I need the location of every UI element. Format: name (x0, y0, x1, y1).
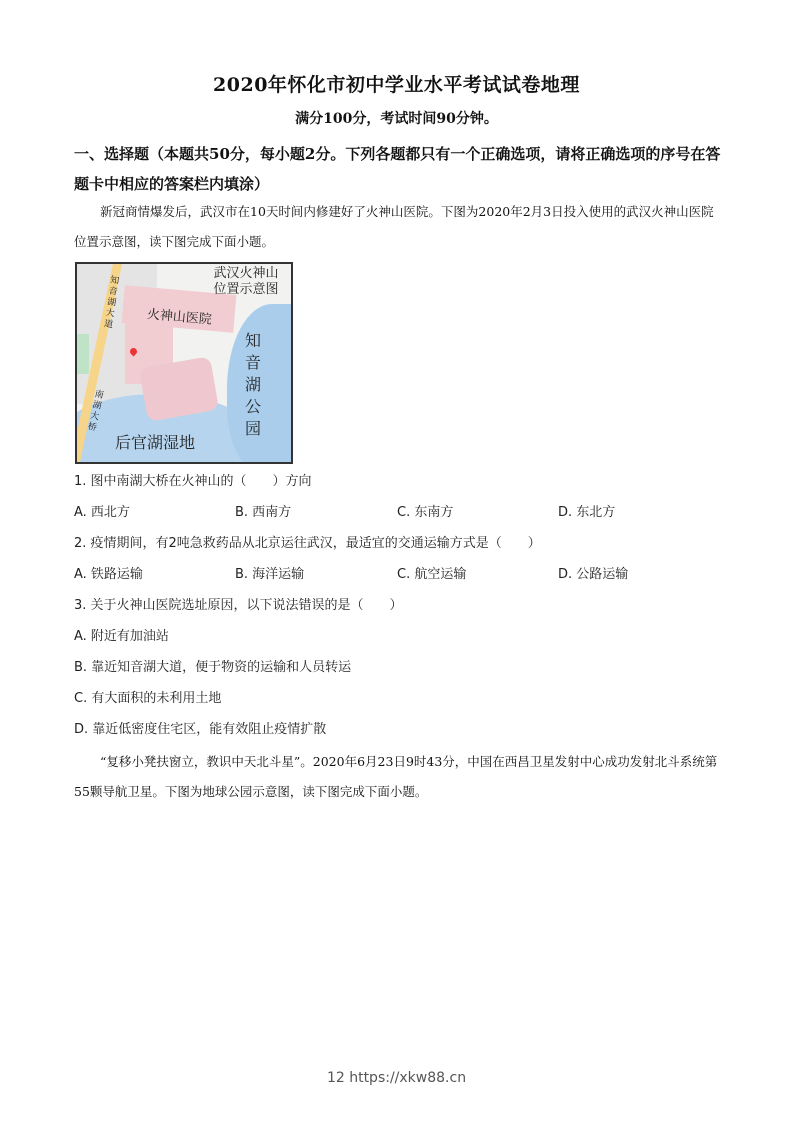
question-3-option-c: C. 有大面积的未利用土地 (74, 691, 222, 706)
map-bridge-label: 南湖大桥 (86, 389, 105, 434)
hospital-location-map (75, 262, 293, 464)
map-title-line1: 武汉火神山 (213, 266, 279, 281)
map-title-line2: 位置示意图 (213, 282, 279, 297)
question-2-stem: 2. 疫情期间，有2吨急救药品从北京运往武汉，最适宜的交通运输方式是（ ） (74, 536, 541, 551)
section-heading: 一、选择题（本题共50分，每小题2分。下列各题都只有一个正确选项，请将正确选项的序号在答题卡中相应的答案栏内填涂） (74, 145, 721, 193)
map-title (205, 266, 287, 298)
map-road-label: 知音湖大道 (103, 275, 120, 331)
map-green-area (77, 334, 89, 374)
question-2-option-c: C. 航空运输 (397, 567, 467, 582)
question-1-option-c: C. 东南方 (397, 505, 454, 520)
page-title: 2020年怀化市初中学业水平考试试卷地理 (213, 74, 580, 96)
page-footer: 12 https://xkw88.cn (326, 1070, 467, 1086)
question-1-option-d: D. 东北方 (558, 505, 616, 520)
question-1-stem: 1. 图中南湖大桥在火神山的（ ）方向 (74, 474, 312, 489)
question-2-option-a: A. 铁路运输 (74, 567, 143, 582)
map-park-label: 知音湖公园 (245, 331, 262, 438)
map-hospital-label: 火神山医院 (146, 307, 213, 328)
passage-intro: 新冠商情爆发后，武汉市在10天时间内修建好了火神山医院。下图为2020年2月3日投入使用的武汉火神山医院位置示意图，读下图完成下面小题。 (74, 204, 714, 249)
question-1-option-a: A. 西北方 (74, 505, 130, 520)
passage-beidou: “复移小凳扶窗立，教识中天北斗星”。2020年6月23日9时43分，中国在西昌卫星发射中心成功发射北斗系统第55颗导航卫星。下图为地球公园示意图，读下图完成下面小题。 (74, 754, 718, 799)
question-2-option-d: D. 公路运输 (558, 567, 629, 582)
question-3-stem: 3. 关于火神山医院选址原因，以下说法错误的是（ ） (74, 598, 403, 613)
question-3-option-a: A. 附近有加油站 (74, 629, 169, 644)
question-3-option-b: B. 靠近知音湖大道，便于物资的运输和人员转运 (74, 660, 352, 675)
question-1-option-b: B. 西南方 (235, 505, 292, 520)
map-wetland-label: 后官湖湿地 (115, 433, 196, 452)
exam-info: 满分100分，考试时间90分钟。 (295, 111, 498, 127)
question-3-option-d: D. 靠近低密度住宅区，能有效阻止疫情扩散 (74, 722, 327, 737)
question-2-option-b: B. 海洋运输 (235, 567, 305, 582)
